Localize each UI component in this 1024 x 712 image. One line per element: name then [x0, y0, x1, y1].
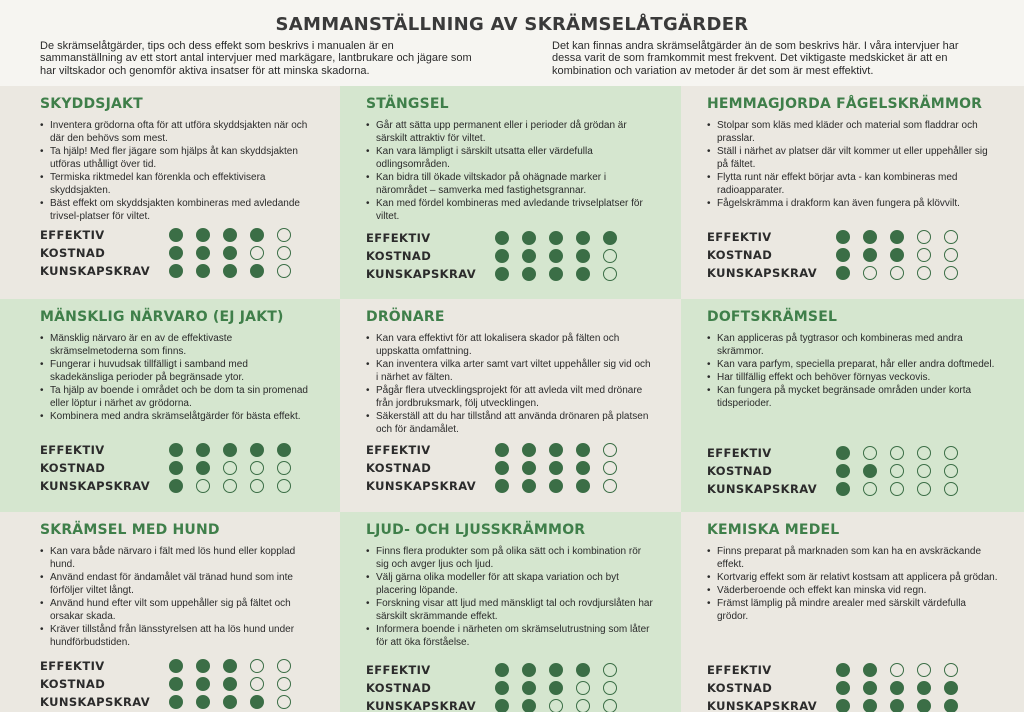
tip-item: • Pågår flera utvecklingsprojekt för att avleda vilt med drönare från jordbruksmark, följ utvecklingen.	[366, 384, 655, 410]
filled-dot-icon	[549, 479, 563, 493]
filled-dot-icon	[495, 231, 509, 245]
rating-row-effektiv	[707, 661, 998, 679]
empty-dot-icon	[944, 248, 958, 262]
filled-dot-icon	[836, 266, 850, 280]
filled-dot-icon	[223, 228, 237, 242]
filled-dot-icon	[522, 699, 536, 712]
rating-row-kunskapskrav	[707, 480, 998, 498]
tip-item: • Fågelskrämma i drakform kan även fungera på klövvilt.	[707, 197, 998, 210]
rating-row-effektiv	[40, 657, 314, 675]
rating-dots	[495, 231, 617, 245]
ratings	[366, 661, 655, 712]
filled-dot-icon	[169, 695, 183, 709]
filled-dot-icon	[944, 681, 958, 695]
rating-label: KUNSKAPSKRAV	[707, 699, 818, 712]
measure-card	[340, 86, 681, 299]
rating-dots	[836, 464, 958, 478]
filled-dot-icon	[836, 482, 850, 496]
empty-dot-icon	[277, 677, 291, 691]
empty-dot-icon	[944, 464, 958, 478]
rating-dots	[836, 446, 958, 460]
measure-heading: LJUD- OCH LJUSSKRÄMMOR	[366, 522, 586, 538]
filled-dot-icon	[495, 461, 509, 475]
rating-label: KUNSKAPSKRAV	[40, 695, 151, 709]
empty-dot-icon	[944, 230, 958, 244]
filled-dot-icon	[576, 663, 590, 677]
filled-dot-icon	[549, 231, 563, 245]
tip-item: • Ta hjälp! Med fler jägare som hjälps åt kan skyddsjakten utföras uthålligt över tid.	[40, 145, 314, 171]
empty-dot-icon	[944, 266, 958, 280]
rating-label: EFFEKTIV	[40, 228, 105, 242]
empty-dot-icon	[890, 464, 904, 478]
filled-dot-icon	[495, 663, 509, 677]
ratings	[707, 661, 998, 712]
tip-item: • Finns flera produkter som på olika sätt och i kombination rör sig och avger ljus och ljud.	[366, 545, 655, 571]
empty-dot-icon	[917, 464, 931, 478]
empty-dot-icon	[250, 246, 264, 260]
rating-row-kostnad	[707, 462, 998, 480]
rating-label: KUNSKAPSKRAV	[366, 699, 477, 712]
rating-label: KOSTNAD	[40, 246, 106, 260]
measure-tips-list	[707, 545, 998, 623]
filled-dot-icon	[863, 464, 877, 478]
ratings	[40, 226, 314, 280]
filled-dot-icon	[863, 681, 877, 695]
rating-label: KOSTNAD	[707, 464, 773, 478]
tip-item: • Kan appliceras på tygtrasor och kombineras med andra skrämmor.	[707, 332, 998, 358]
tip-item: • Kan bidra till ökade viltskador på ohägnade marker i närområdet – samverka med fastighetsgrannar.	[366, 171, 655, 197]
empty-dot-icon	[944, 663, 958, 677]
filled-dot-icon	[223, 246, 237, 260]
measure-tips-list	[707, 332, 998, 410]
intro-right-text: Det kan finnas andra skrämselåtgärder än de som beskrivs här. I våra intervjuer har dessa varit de som framkommit mest frekvent. Det viktigaste medskicket är att en kombination och variation av metoder är det som är mest effektivt.	[552, 40, 959, 77]
measure-tips-list	[366, 545, 655, 649]
tip-item: • Kan med fördel kombineras med avledande trivselplatser för viltet.	[366, 197, 655, 223]
filled-dot-icon	[549, 681, 563, 695]
tip-item: • Stolpar som kläs med kläder och material som fladdrar och prasslar.	[707, 119, 998, 145]
measure-card	[681, 86, 1024, 299]
empty-dot-icon	[603, 699, 617, 712]
rating-row-effektiv	[40, 226, 314, 244]
filled-dot-icon	[917, 699, 931, 712]
empty-dot-icon	[277, 659, 291, 673]
rating-label: KOSTNAD	[707, 248, 773, 262]
tip-item: • Kan fungera på mycket begränsade områden under korta tidsperioder.	[707, 384, 998, 410]
tip-item: • Kan inventera vilka arter samt vart viltet uppehåller sig vid och i närhet av fälten.	[366, 358, 655, 384]
tip-item: • Ta hjälp av boende i området och be dom ta sin promenad eller löptur i närhet av grödorna.	[40, 384, 314, 410]
tip-item: • Bäst effekt om skyddsjakten kombineras med avledande trivsel-platser för viltet.	[40, 197, 314, 223]
measure-heading: MÄNSKLIG NÄRVARO (EJ JAKT)	[40, 309, 284, 325]
rating-row-effektiv	[366, 441, 655, 459]
rating-row-kostnad	[707, 246, 998, 264]
empty-dot-icon	[576, 681, 590, 695]
measure-heading: DRÖNARE	[366, 309, 445, 325]
filled-dot-icon	[196, 677, 210, 691]
filled-dot-icon	[549, 443, 563, 457]
tip-item: • Mänsklig närvaro är en av de effektivaste skrämselmetoderna som finns.	[40, 332, 314, 358]
measure-card	[681, 299, 1024, 512]
tip-item: • Använd endast för ändamålet väl tränad hund som inte förföljer viltet långt.	[40, 571, 314, 597]
rating-dots	[169, 659, 291, 673]
rating-dots	[495, 699, 617, 712]
empty-dot-icon	[603, 663, 617, 677]
filled-dot-icon	[223, 677, 237, 691]
ratings	[707, 228, 998, 282]
empty-dot-icon	[917, 248, 931, 262]
tip-item: • Flytta runt när effekt börjar avta - kan kombineras med radioapparater.	[707, 171, 998, 197]
filled-dot-icon	[522, 479, 536, 493]
rating-dots	[169, 246, 291, 260]
rating-label: KOSTNAD	[366, 461, 432, 475]
rating-row-kostnad	[366, 247, 655, 265]
rating-label: KUNSKAPSKRAV	[40, 264, 151, 278]
empty-dot-icon	[603, 443, 617, 457]
filled-dot-icon	[576, 249, 590, 263]
filled-dot-icon	[863, 248, 877, 262]
filled-dot-icon	[250, 443, 264, 457]
tip-item: • Kan vara parfym, speciella preparat, hår eller andra doftmedel.	[707, 358, 998, 371]
intro-left-text: De skrämselåtgärder, tips och dess effekt som beskrivs i manualen är en sammanställning av ett stort antal intervjuer med markägare, lantbrukare och jägare som har viltskador och genomför aktiva insatser för att minska skadorna.	[40, 40, 472, 77]
filled-dot-icon	[836, 681, 850, 695]
filled-dot-icon	[169, 246, 183, 260]
tip-item: • Går att sätta upp permanent eller i perioder då grödan är särskilt attraktiv för viltet.	[366, 119, 655, 145]
filled-dot-icon	[495, 267, 509, 281]
empty-dot-icon	[890, 266, 904, 280]
measure-heading: SKYDDSJAKT	[40, 96, 143, 112]
tip-item: • Främst lämplig på mindre arealer med särskilt värdefulla grödor.	[707, 597, 998, 623]
filled-dot-icon	[223, 443, 237, 457]
ratings	[366, 441, 655, 495]
rating-dots	[495, 461, 617, 475]
rating-label: KOSTNAD	[707, 681, 773, 695]
empty-dot-icon	[223, 461, 237, 475]
rating-dots	[836, 230, 958, 244]
rating-dots	[495, 681, 617, 695]
filled-dot-icon	[196, 461, 210, 475]
rating-row-kostnad	[707, 679, 998, 697]
empty-dot-icon	[917, 230, 931, 244]
filled-dot-icon	[169, 479, 183, 493]
rating-row-kostnad	[40, 244, 314, 262]
filled-dot-icon	[836, 464, 850, 478]
rating-row-effektiv	[40, 441, 314, 459]
rating-dots	[495, 663, 617, 677]
empty-dot-icon	[277, 479, 291, 493]
empty-dot-icon	[917, 663, 931, 677]
rating-label: KOSTNAD	[40, 461, 106, 475]
rating-label: KOSTNAD	[40, 677, 106, 691]
filled-dot-icon	[522, 461, 536, 475]
filled-dot-icon	[196, 264, 210, 278]
filled-dot-icon	[277, 443, 291, 457]
rating-label: EFFEKTIV	[707, 230, 772, 244]
filled-dot-icon	[196, 228, 210, 242]
tip-item: • Fungerar i huvudsak tillfälligt i samband med skadekänsliga perioder på begränsade ytor.	[40, 358, 314, 384]
filled-dot-icon	[495, 249, 509, 263]
rating-row-kostnad	[366, 459, 655, 477]
filled-dot-icon	[549, 249, 563, 263]
empty-dot-icon	[890, 663, 904, 677]
filled-dot-icon	[603, 231, 617, 245]
rating-dots	[836, 663, 958, 677]
filled-dot-icon	[576, 231, 590, 245]
filled-dot-icon	[836, 230, 850, 244]
filled-dot-icon	[169, 659, 183, 673]
empty-dot-icon	[549, 699, 563, 712]
filled-dot-icon	[549, 663, 563, 677]
measure-heading: KEMISKA MEDEL	[707, 522, 840, 538]
filled-dot-icon	[836, 446, 850, 460]
filled-dot-icon	[522, 267, 536, 281]
tip-item: • Kan vara både närvaro i fält med lös hund eller kopplad hund.	[40, 545, 314, 571]
filled-dot-icon	[890, 230, 904, 244]
rating-row-effektiv	[707, 228, 998, 246]
empty-dot-icon	[250, 659, 264, 673]
empty-dot-icon	[250, 461, 264, 475]
empty-dot-icon	[944, 482, 958, 496]
empty-dot-icon	[890, 446, 904, 460]
empty-dot-icon	[603, 681, 617, 695]
filled-dot-icon	[196, 695, 210, 709]
measure-heading: SKRÄMSEL MED HUND	[40, 522, 220, 538]
rating-dots	[495, 443, 617, 457]
rating-label: KOSTNAD	[366, 681, 432, 695]
filled-dot-icon	[196, 659, 210, 673]
measure-tips-list	[40, 119, 314, 223]
rating-label: EFFEKTIV	[366, 443, 431, 457]
empty-dot-icon	[944, 446, 958, 460]
filled-dot-icon	[196, 443, 210, 457]
rating-row-effektiv	[366, 229, 655, 247]
filled-dot-icon	[169, 228, 183, 242]
filled-dot-icon	[917, 681, 931, 695]
rating-dots	[169, 264, 291, 278]
tip-item: • Inventera grödorna ofta för att utföra skyddsjakten när och där den behövs som mest.	[40, 119, 314, 145]
filled-dot-icon	[495, 681, 509, 695]
rating-row-kunskapskrav	[366, 697, 655, 712]
filled-dot-icon	[169, 264, 183, 278]
rating-label: EFFEKTIV	[707, 663, 772, 677]
filled-dot-icon	[495, 479, 509, 493]
empty-dot-icon	[196, 479, 210, 493]
tip-item: • Forskning visar att ljud med mänskligt tal och rovdjurslåten har särskilt skrämmande effekt.	[366, 597, 655, 623]
rating-row-kostnad	[366, 679, 655, 697]
empty-dot-icon	[277, 695, 291, 709]
measure-tips-list	[40, 332, 314, 423]
rating-row-kostnad	[40, 675, 314, 693]
rating-label: KUNSKAPSKRAV	[707, 482, 818, 496]
filled-dot-icon	[836, 663, 850, 677]
ratings	[40, 657, 314, 711]
measures-grid	[0, 86, 1024, 712]
rating-label: KUNSKAPSKRAV	[40, 479, 151, 493]
rating-dots	[169, 479, 291, 493]
rating-label: KOSTNAD	[366, 249, 432, 263]
rating-dots	[836, 482, 958, 496]
tip-item: • Ställ i närhet av platser där vilt kommer ut eller uppehåller sig på fältet.	[707, 145, 998, 171]
empty-dot-icon	[603, 267, 617, 281]
filled-dot-icon	[576, 443, 590, 457]
filled-dot-icon	[169, 461, 183, 475]
measure-card	[0, 299, 340, 512]
empty-dot-icon	[277, 264, 291, 278]
measure-heading: DOFTSKRÄMSEL	[707, 309, 838, 325]
ratings	[707, 444, 998, 498]
rating-label: EFFEKTIV	[40, 443, 105, 457]
filled-dot-icon	[522, 443, 536, 457]
filled-dot-icon	[549, 461, 563, 475]
rating-row-kunskapskrav	[707, 697, 998, 712]
empty-dot-icon	[603, 479, 617, 493]
filled-dot-icon	[495, 699, 509, 712]
rating-label: KUNSKAPSKRAV	[366, 267, 477, 281]
empty-dot-icon	[223, 479, 237, 493]
empty-dot-icon	[863, 482, 877, 496]
measure-card	[681, 512, 1024, 712]
tip-item: • Kan vara effektivt för att lokalisera skador på fälten och uppskatta omfattning.	[366, 332, 655, 358]
measure-tips-list	[707, 119, 998, 210]
rating-label: KUNSKAPSKRAV	[707, 266, 818, 280]
rating-dots	[495, 267, 617, 281]
filled-dot-icon	[522, 663, 536, 677]
page-title: SAMMANSTÄLLNING AV SKRÄMSELÅTGÄRDER	[275, 14, 749, 35]
tip-item: • Termiska riktmedel kan förenkla och effektivisera skyddsjakten.	[40, 171, 314, 197]
filled-dot-icon	[522, 231, 536, 245]
empty-dot-icon	[917, 266, 931, 280]
rating-label: EFFEKTIV	[707, 446, 772, 460]
rating-row-kostnad	[40, 459, 314, 477]
measure-card	[340, 512, 681, 712]
empty-dot-icon	[603, 249, 617, 263]
tip-item: • Kräver tillstånd från länsstyrelsen att ha lös hund under hundförbudstiden.	[40, 623, 314, 649]
filled-dot-icon	[169, 443, 183, 457]
measure-card	[0, 512, 340, 712]
measure-tips-list	[366, 332, 655, 436]
empty-dot-icon	[603, 461, 617, 475]
filled-dot-icon	[549, 267, 563, 281]
filled-dot-icon	[863, 230, 877, 244]
tip-item: • Kortvarig effekt som är relativt kostsam att applicera på grödan.	[707, 571, 998, 584]
measure-card	[340, 299, 681, 512]
rating-row-kunskapskrav	[40, 693, 314, 711]
empty-dot-icon	[890, 482, 904, 496]
filled-dot-icon	[890, 699, 904, 712]
tip-item: • Välj gärna olika modeller för att skapa variation och byt placering löpande.	[366, 571, 655, 597]
filled-dot-icon	[890, 248, 904, 262]
tip-item: • Kan vara lämpligt i särskilt utsatta eller värdefulla odlingsområden.	[366, 145, 655, 171]
tip-item: • Använd hund efter vilt som uppehåller sig på fältet och orsakar skada.	[40, 597, 314, 623]
rating-dots	[836, 248, 958, 262]
filled-dot-icon	[576, 479, 590, 493]
rating-label: KUNSKAPSKRAV	[366, 479, 477, 493]
filled-dot-icon	[890, 681, 904, 695]
rating-dots	[836, 699, 958, 712]
empty-dot-icon	[277, 228, 291, 242]
filled-dot-icon	[944, 699, 958, 712]
empty-dot-icon	[576, 699, 590, 712]
empty-dot-icon	[917, 446, 931, 460]
rating-label: EFFEKTIV	[366, 663, 431, 677]
filled-dot-icon	[250, 695, 264, 709]
measure-heading: HEMMAGJORDA FÅGELSKRÄMMOR	[707, 96, 983, 112]
filled-dot-icon	[836, 248, 850, 262]
ratings	[40, 441, 314, 495]
tip-item: • Kombinera med andra skrämselåtgärder för bästa effekt.	[40, 410, 314, 423]
rating-dots	[495, 249, 617, 263]
filled-dot-icon	[250, 228, 264, 242]
rating-dots	[836, 681, 958, 695]
tip-item: • Har tillfällig effekt och behöver förnyas veckovis.	[707, 371, 998, 384]
filled-dot-icon	[522, 249, 536, 263]
rating-row-kunskapskrav	[40, 477, 314, 495]
rating-row-kunskapskrav	[366, 265, 655, 283]
rating-row-kunskapskrav	[366, 477, 655, 495]
filled-dot-icon	[576, 267, 590, 281]
rating-row-effektiv	[707, 444, 998, 462]
filled-dot-icon	[223, 659, 237, 673]
rating-dots	[169, 461, 291, 475]
ratings	[366, 229, 655, 283]
filled-dot-icon	[863, 663, 877, 677]
empty-dot-icon	[917, 482, 931, 496]
empty-dot-icon	[863, 266, 877, 280]
filled-dot-icon	[576, 461, 590, 475]
measure-card	[0, 86, 340, 299]
measure-tips-list	[40, 545, 314, 649]
tip-item: • Finns preparat på marknaden som kan ha en avskräckande effekt.	[707, 545, 998, 571]
filled-dot-icon	[196, 246, 210, 260]
tip-item: • Väderberoende och effekt kan minska vid regn.	[707, 584, 998, 597]
empty-dot-icon	[250, 479, 264, 493]
intro	[40, 40, 984, 77]
rating-dots	[169, 677, 291, 691]
filled-dot-icon	[169, 677, 183, 691]
filled-dot-icon	[863, 699, 877, 712]
rating-dots	[836, 266, 958, 280]
rating-label: EFFEKTIV	[40, 659, 105, 673]
filled-dot-icon	[836, 699, 850, 712]
rating-dots	[169, 695, 291, 709]
empty-dot-icon	[277, 246, 291, 260]
filled-dot-icon	[522, 681, 536, 695]
rating-row-effektiv	[366, 661, 655, 679]
filled-dot-icon	[223, 264, 237, 278]
empty-dot-icon	[277, 461, 291, 475]
rating-dots	[169, 443, 291, 457]
header	[0, 0, 1024, 86]
measure-heading: STÄNGSEL	[366, 96, 449, 112]
rating-label: EFFEKTIV	[366, 231, 431, 245]
rating-row-kunskapskrav	[40, 262, 314, 280]
filled-dot-icon	[223, 695, 237, 709]
tip-item: • Säkerställ att du har tillstånd att använda drönaren på platsen och för ändamålet.	[366, 410, 655, 436]
tip-item: • Informera boende i närheten om skrämselutrustning som låter för att öka förståelse.	[366, 623, 655, 649]
rating-row-kunskapskrav	[707, 264, 998, 282]
filled-dot-icon	[250, 264, 264, 278]
measure-tips-list	[366, 119, 655, 223]
rating-dots	[495, 479, 617, 493]
rating-dots	[169, 228, 291, 242]
empty-dot-icon	[250, 677, 264, 691]
filled-dot-icon	[495, 443, 509, 457]
empty-dot-icon	[863, 446, 877, 460]
